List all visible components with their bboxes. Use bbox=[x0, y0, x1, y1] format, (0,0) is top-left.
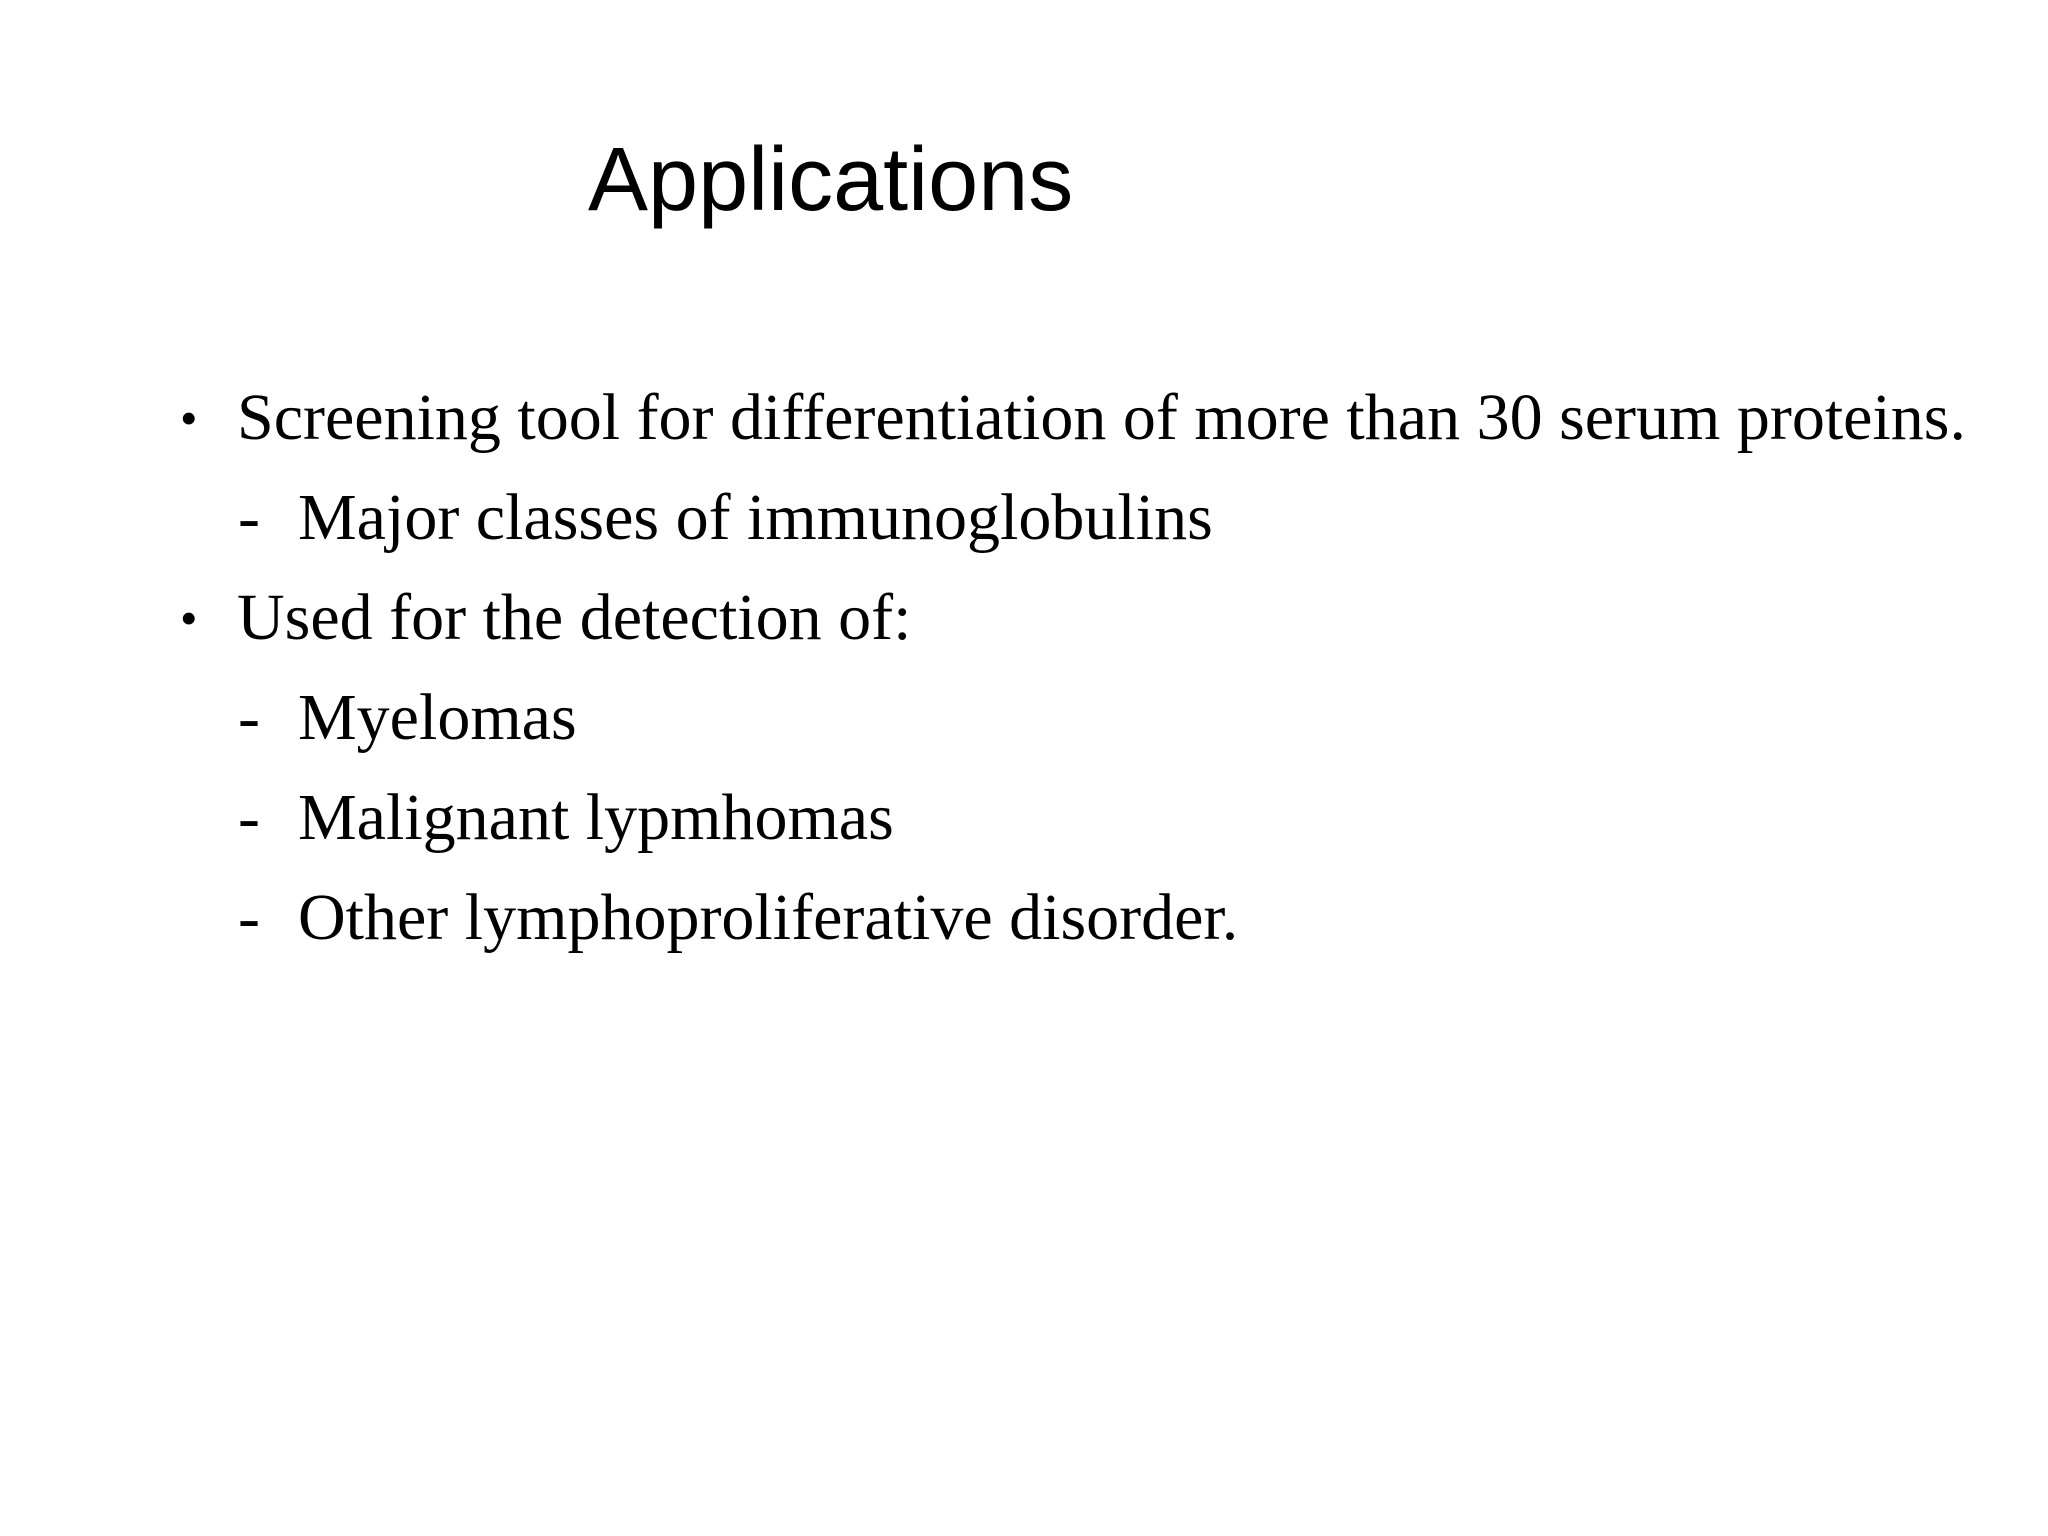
bullet-icon: • bbox=[180, 590, 198, 646]
subitem-text: Other lymphoproliferative disorder. bbox=[298, 881, 1239, 954]
dash-icon: - bbox=[238, 881, 260, 954]
dash-icon: - bbox=[238, 681, 260, 754]
subitem-text: Myelomas bbox=[298, 681, 577, 754]
dash-icon: - bbox=[238, 781, 260, 854]
bullet-text: Used for the detection of: bbox=[237, 581, 912, 654]
subitem-text: Major classes of immunoglobulins bbox=[298, 481, 1213, 554]
slide-title: Applications bbox=[588, 130, 1074, 230]
dash-icon: - bbox=[238, 481, 260, 554]
subitem-text: Malignant lypmhomas bbox=[298, 781, 894, 854]
bullet-text: Screening tool for differentiation of more than 30 serum proteins. bbox=[237, 381, 1966, 454]
bullet-icon: • bbox=[180, 390, 198, 446]
